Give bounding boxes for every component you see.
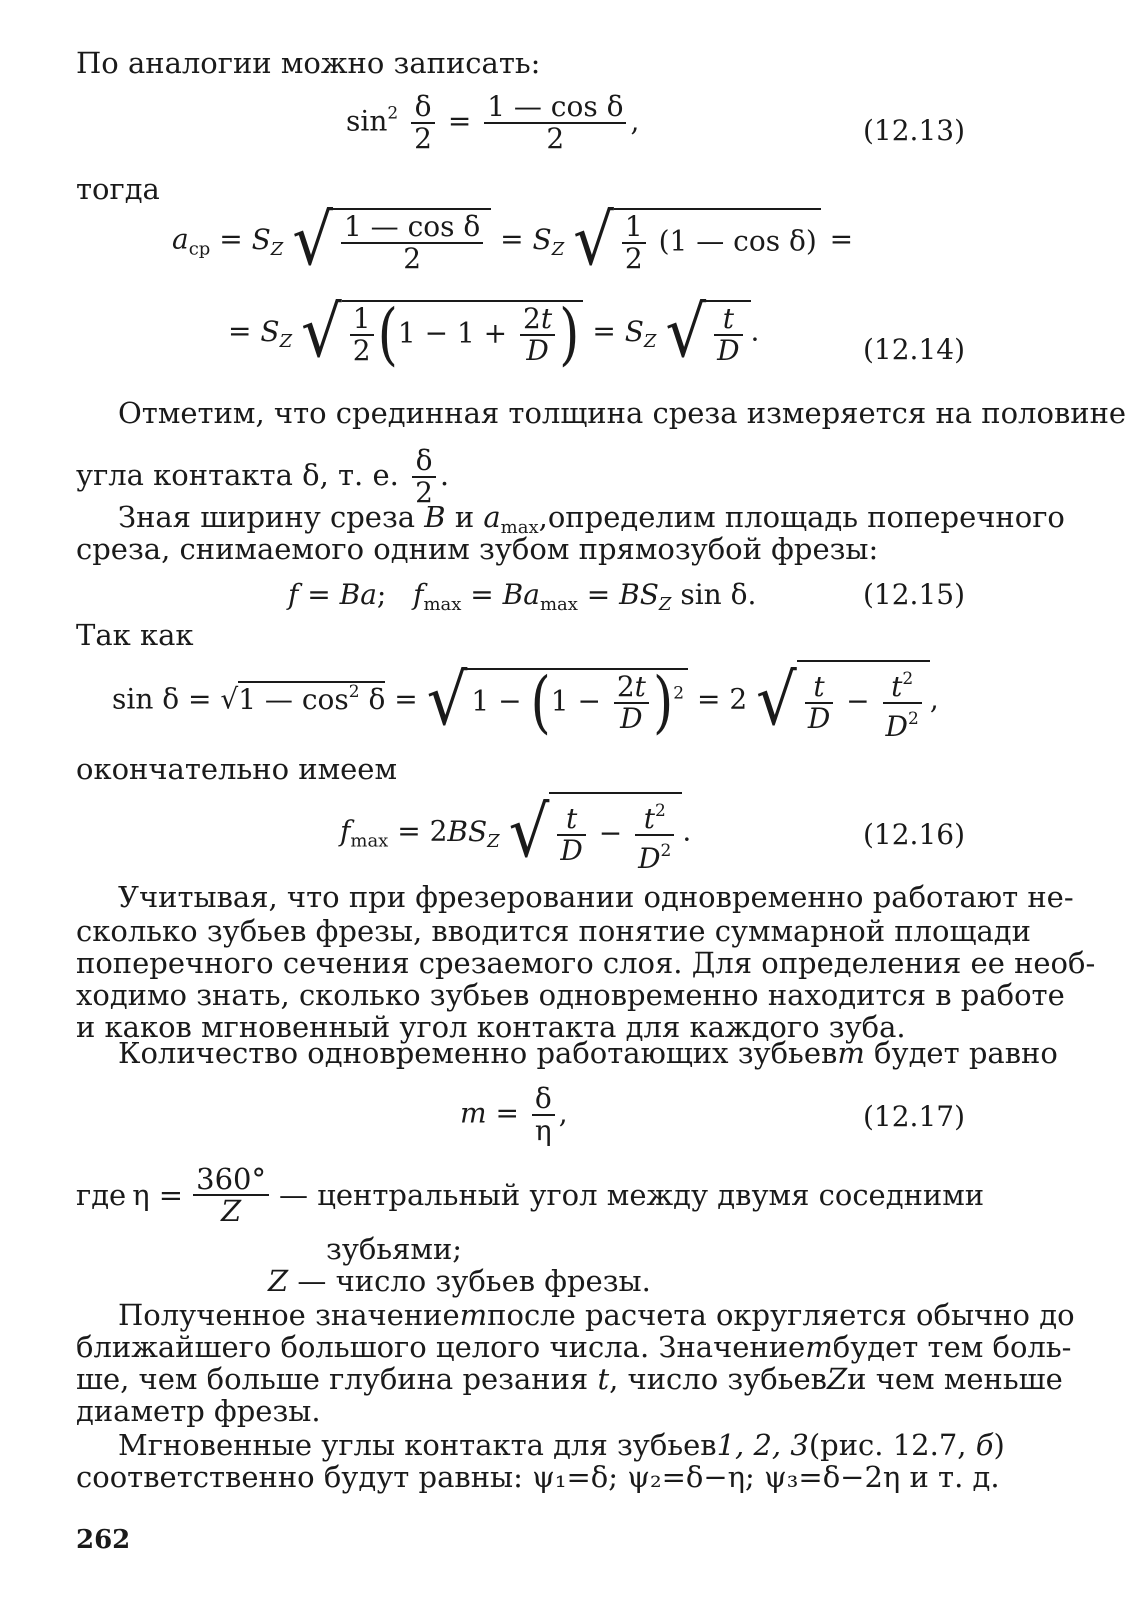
- paragraph-line: Мгновенные углы контакта для зубьев 1, 2, 3 (рис. 12.7, б): [118, 1428, 1005, 1462]
- equation-12-16: $f_{max} = 2BS_Z$ √ $\frac{t}{D}$ − $\frac{t^2}{D^2}$ .: [340, 792, 692, 875]
- where-line: где η = $\frac{360^\circ}{Z}$ — центральный угол между двумя соседними: [76, 1162, 985, 1228]
- paragraph-text: Зная ширину среза: [118, 500, 416, 534]
- paragraph-text: , число зубьев: [609, 1362, 828, 1396]
- definition-text: — число зубьев фрезы.: [297, 1264, 651, 1298]
- equation-number: (12.16): [862, 818, 965, 851]
- paragraph-text: и чем меньше: [847, 1362, 1063, 1396]
- togda-text: тогда: [76, 172, 160, 206]
- where-text: — центральный угол между двумя соседними: [278, 1178, 985, 1212]
- paragraph-line: ше, чем больше глубина резания t, число зубьев Z и чем меньше: [76, 1362, 1063, 1396]
- paragraph-text: будет равно: [874, 1036, 1058, 1070]
- equation-sin-delta: sin δ = √1 — $\cos^2 \delta$ = √ 1 − (1 − $\frac{2t}{D}$ )$^2$ = 2 √ $\frac{t}{D}$ − $\frac{t^2}{D^2}$ ,: [112, 660, 939, 743]
- paragraph-line: и каков мгновенный угол контакта для каждого зуба.: [76, 1010, 906, 1044]
- paragraph-line: соответственно будут равны: ψ₁=δ; ψ₂=δ−η; ψ₃=δ−2η и т. д.: [76, 1460, 1000, 1494]
- page-number: 262: [76, 1525, 131, 1555]
- equation-number: (12.15): [862, 578, 965, 611]
- paragraph-text: будет тем боль-: [832, 1330, 1072, 1364]
- paragraph-line: Учитывая, что при фрезеровании одновременно работают не-: [118, 880, 1074, 914]
- paragraph-line: среза, снимаемого одним зубом прямозубой фрезы:: [76, 532, 879, 566]
- paragraph-line: диаметр фрезы.: [76, 1394, 321, 1428]
- paragraph-line: Количество одновременно работающих зубьев m будет равно: [118, 1036, 1058, 1070]
- paragraph-line: Зная ширину среза B и $a_{max}$, определим площадь поперечного: [118, 500, 966, 545]
- paragraph-line: поперечного сечения срезаемого слоя. Для определения ее необ-: [76, 946, 1096, 980]
- paragraph-text: ): [993, 1428, 1005, 1462]
- equation-number: (12.13): [862, 114, 965, 147]
- equation-12-14-line2: = $S_Z$ √ $\frac{1}{2}$ (1 − 1 + $\frac{2t}{D}$ ) = $S_Z$ √ $\frac{t}{D}$ .: [228, 292, 760, 374]
- equation-12-17: m = $\frac{\delta}{\eta}$ ,: [460, 1082, 568, 1147]
- paragraph-text: после расчета округляется обычно до: [487, 1298, 1075, 1332]
- paragraph-line: ближайшего большого целого числа. Значение m будет тем боль-: [76, 1330, 1072, 1364]
- where-text: где: [76, 1178, 127, 1212]
- paragraph-line: Отметим, что срединная толщина среза измеряется на половине: [118, 396, 1126, 430]
- equation-12-15: f = Ba; $f_{max} = Ba_{max} = BS_Z$ sin δ.: [288, 578, 757, 615]
- paragraph-line: ходимо знать, сколько зубьев одновременно находится в работе: [76, 978, 1065, 1012]
- equation-12-14-line1: $a_{ср} = S_Z$ √ $\frac{\text{1 — cos δ}}{2}$ = $S_Z$ √ $\frac{1}{2}$ (1 — cos δ) =: [172, 200, 854, 282]
- paragraph-text: определим площадь поперечного: [547, 500, 1065, 534]
- definition-line: Z — число зубьев фрезы.: [268, 1264, 651, 1298]
- okonch-text: окончательно имеем: [76, 752, 398, 786]
- paragraph-line: сколько зубьев фрезы, вводится понятие суммарной площади: [76, 914, 1031, 948]
- equation-number: (12.17): [862, 1100, 965, 1133]
- paragraph-text: (рис. 12.7,: [808, 1428, 967, 1462]
- paragraph-text: Мгновенные углы контакта для зубьев: [118, 1428, 717, 1462]
- where-text: зубьями;: [326, 1232, 463, 1266]
- paragraph-text: угла контакта δ, т. е.: [76, 458, 399, 492]
- intro-line: По аналогии можно записать:: [76, 46, 541, 80]
- tak-kak-text: Так как: [76, 618, 194, 652]
- paragraph-text: ближайшего большого целого числа. Значение: [76, 1330, 806, 1364]
- paragraph-text: ше, чем больше глубина резания: [76, 1362, 589, 1396]
- equation-number: (12.14): [862, 333, 965, 366]
- paragraph-text: Полученное значение: [118, 1298, 460, 1332]
- paragraph-line: Полученное значение m после расчета округляется обычно до: [118, 1298, 1075, 1332]
- paragraph-text: Количество одновременно работающих зубьев: [118, 1036, 838, 1070]
- paragraph-line: угла контакта δ, т. е. $\frac{\delta}{2}$ .: [76, 444, 450, 509]
- equation-12-13: $\sin^2$ $\frac{\delta}{2}$ = $\frac{\text{1 — cos δ}}{2}$ ,: [346, 90, 640, 155]
